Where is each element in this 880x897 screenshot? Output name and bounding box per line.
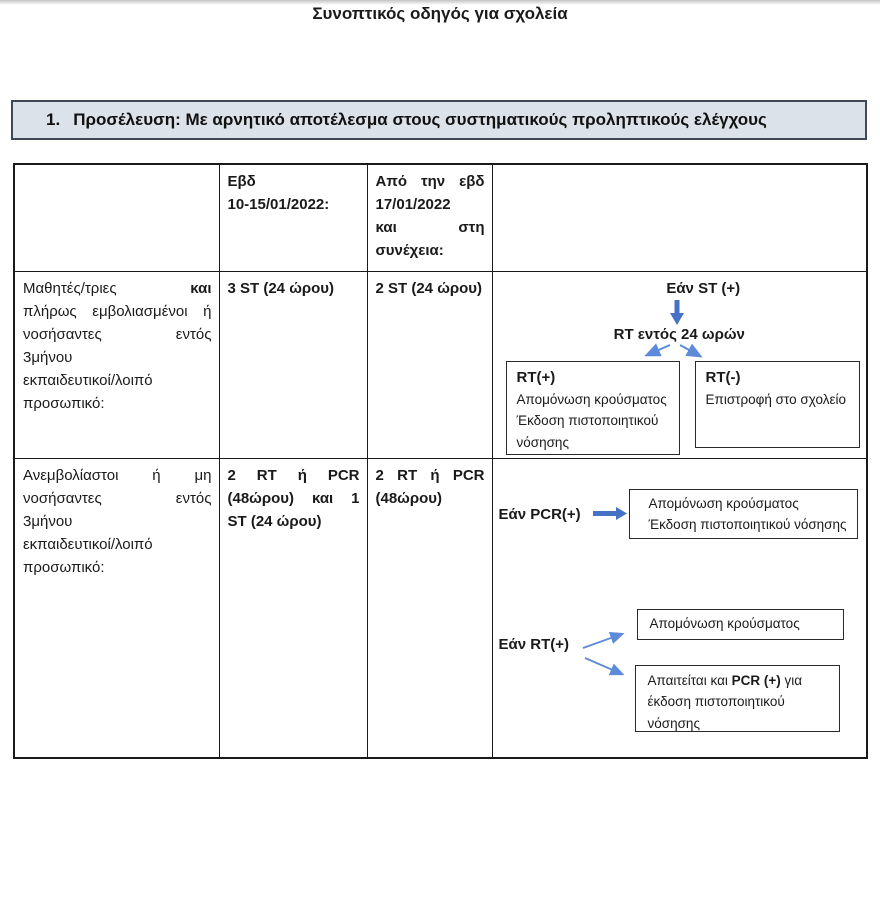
row1-flowchart-cell <box>492 271 867 458</box>
section-header-text: Προσέλευση: Με αρνητικό αποτέλεσμα στους συστηματικούς προληπτικούς ελέγχους <box>73 110 767 129</box>
flow1-rt-negative-box <box>695 361 860 448</box>
row1-label-part-bold: και <box>190 279 212 297</box>
schedule-table <box>13 163 868 759</box>
row2-label-line: 3μήνου <box>23 512 73 530</box>
row1-week2-cell: 2 ST (24 ώρου) <box>367 271 492 458</box>
header-week1-line: Εβδ <box>227 173 256 190</box>
header-cell-week1 <box>219 164 367 271</box>
row2-week1-cell <box>219 458 367 758</box>
header-cell-flow <box>492 164 867 271</box>
flow1-step: RT εντός 24 ωρών <box>613 325 745 343</box>
row2-week1-line: 2 RT ή PCR <box>227 466 360 484</box>
row1-label-part: Μαθητές/τριες <box>23 279 117 297</box>
row2-week2-line: 2 RT ή PCR <box>375 466 485 484</box>
flow1-rt-positive-line: Απομόνωση κρούσματος <box>516 391 667 407</box>
flow2-rt-box-isolation <box>637 609 844 640</box>
header-cell-week2 <box>367 164 492 271</box>
page-title: Συνοπτικός οδηγός για σχολεία <box>312 4 568 23</box>
header-week2-line: και στη <box>375 219 485 236</box>
row1-label-cell <box>14 271 219 458</box>
flow2-pcr-condition: Εάν PCR(+) <box>498 505 581 523</box>
row1-label-line: νοσήσαντες εντός <box>23 325 212 343</box>
flow1-rt-positive-line: Έκδοση πιστοποιητικού νόσησης <box>516 413 659 450</box>
flow1-condition: Εάν ST (+) <box>666 279 741 297</box>
flow2-rt-box2-part-bold: PCR (+) <box>731 672 781 688</box>
flow1-rt-negative-title: RT(-) <box>705 368 741 386</box>
row2-week2-line: (48ώρου) <box>375 489 443 507</box>
fork-arrows-icon <box>580 627 636 681</box>
right-arrow-icon <box>593 506 628 521</box>
flow2-rt-box2-part: Απαιτείται και <box>647 672 732 688</box>
row2-label-cell <box>14 458 219 758</box>
row2-flowchart-cell <box>492 458 867 758</box>
down-arrow-icon <box>669 300 685 326</box>
row2-label-line: εκπαιδευτικοί/λοιπό <box>23 535 153 553</box>
flow1-rt-positive-box <box>506 361 680 455</box>
flow2-rt-box2-part: για έκδοση πιστοποιητικού νόσησης <box>647 672 803 731</box>
header-week2-line: 17/01/2022 <box>375 196 451 213</box>
row1-label-line <box>23 277 212 300</box>
row2-week1-line: (48ώρου) και 1 <box>227 489 360 507</box>
row1-week1-cell: 3 ST (24 ώρου) <box>219 271 367 458</box>
flow2-rt-condition: Εάν RT(+) <box>498 635 569 653</box>
row2-label-line: νοσήσαντες εντός <box>23 489 212 507</box>
flow2-pcr-box <box>629 489 858 539</box>
table-header-row <box>14 164 867 271</box>
table-row-vaccinated <box>14 271 867 458</box>
row1-label-line: εκπαιδευτικοί/λοιπό <box>23 371 153 389</box>
section-header-bar <box>11 100 867 140</box>
row2-label-line: προσωπικό: <box>23 558 105 576</box>
row1-label-line: 3μήνου <box>23 348 73 366</box>
flow1-rt-negative-line: Επιστροφή στο σχολείο <box>705 391 846 407</box>
flow1-rt-positive-title: RT(+) <box>516 368 556 386</box>
header-week2-line: Από την εβδ <box>375 173 485 190</box>
row2-week1-line: ST (24 ώρου) <box>227 512 322 530</box>
row2-label-line: Ανεμβολίαστοι ή μη <box>23 466 212 484</box>
header-cell-empty <box>14 164 219 271</box>
flow2-pcr-box-line: Έκδοση πιστοποιητικού νόσησης <box>648 517 847 532</box>
row1-label-line: πλήρως εμβολιασμένοι ή <box>23 302 212 320</box>
flow2-pcr-box-line: Απομόνωση κρούσματος <box>648 495 799 511</box>
row2-week2-cell <box>367 458 492 758</box>
section-number: 1. <box>46 110 61 129</box>
row1-label-line: προσωπικό: <box>23 394 105 412</box>
table-row-unvaccinated <box>14 458 867 758</box>
header-week1-line: 10-15/01/2022: <box>227 196 330 213</box>
header-week2-line: συνέχεια: <box>375 242 444 259</box>
flow2-rt-box-isolation-line: Απομόνωση κρούσματος <box>649 615 800 631</box>
flow2-rt-box-pcr-required <box>635 665 840 732</box>
flow2-rt-box-pcr-required-text <box>648 670 829 735</box>
